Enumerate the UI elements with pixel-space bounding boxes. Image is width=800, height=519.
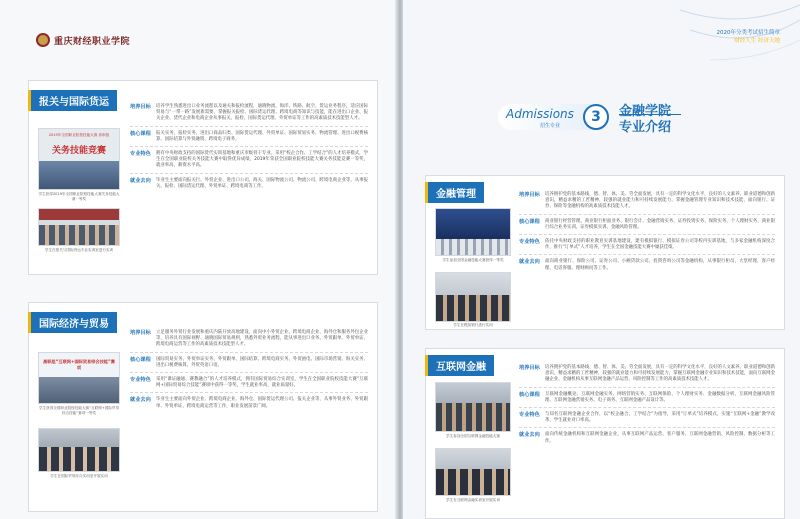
photo-caption: 学生参加全国互联网金融技能大赛 bbox=[446, 434, 500, 438]
row-text: 毕业生主要面向外贸企业、跨境电商企业、海外仓、国际货运代理公司、报关企业等，从事外贸业务、外贸跟单、外贸单证、跨境电商运营等工作，职业发展前景广阔。 bbox=[156, 397, 368, 409]
row-features bbox=[519, 239, 775, 251]
photo-finance-training bbox=[435, 272, 511, 322]
row-label: 专业特色 bbox=[519, 412, 540, 419]
row-goal bbox=[130, 330, 368, 349]
row-label: 培养目标 bbox=[130, 104, 151, 110]
row-divider bbox=[130, 173, 368, 174]
row-label: 培养目标 bbox=[519, 365, 540, 371]
section-title-internet-finance: 互联网金融 bbox=[425, 355, 494, 376]
photo-customs-competition bbox=[38, 128, 120, 190]
row-courses bbox=[519, 219, 775, 231]
row-text: 毕业生主要面向报关行、外贸企业、进出口公司、海关、国际物流公司、物流公司、跨境电商企业等，从事报关、报检、国际货运代理、外贸单证、跨境电商等工作。 bbox=[156, 177, 368, 189]
photo-caption: 学生获得全国职业院校技能大赛“互联网+国际贸易综合技能”赛项一等奖 bbox=[38, 406, 120, 415]
section-rows-customs bbox=[130, 104, 368, 193]
photo-trade-competition bbox=[38, 352, 120, 404]
photo-students-graphic bbox=[436, 239, 510, 256]
photo-internet-finance-competition bbox=[435, 382, 511, 432]
row-employment bbox=[519, 259, 775, 271]
row-divider bbox=[519, 214, 775, 215]
row-text: 立足服务外贸行业发展和重庆内陆开放高地建设，面向中小外贸企业，跨境电商企业、海外仓和服务外包企业等，培养具有国际视野、通晓国际贸易规则，熟悉外贸业务流程，能从事进出口业务、外贸跟单、外贸单证、跨境电商运营等工作的高素质技术技能型人才。 bbox=[156, 330, 368, 348]
section-title-finance: 金融管理 bbox=[425, 182, 484, 203]
row-courses bbox=[130, 357, 368, 369]
row-text: 面向传统金融机构和互联网金融企业，从事互联网产品运营、客户服务、互联网金融营销、风险控制、数据分析等工作。 bbox=[545, 432, 775, 444]
photo-caption: 学生在互联网金融实训室开展实训 bbox=[446, 498, 500, 502]
photo-finance-competition bbox=[435, 208, 511, 256]
row-text: 商业银行经营管理、商业银行柜面业务、银行会计、金融营销实务、证券投资实务、保险实务、个人理财实务、商业银行综合业务实训、证券模拟实训、金融风险管理。 bbox=[545, 218, 775, 230]
chapter-number: 3 bbox=[583, 104, 609, 130]
row-label: 核心课程 bbox=[519, 391, 540, 398]
row-features bbox=[130, 377, 368, 389]
row-divider bbox=[130, 392, 368, 393]
row-courses bbox=[130, 131, 368, 143]
row-divider bbox=[519, 427, 775, 428]
photo-internet-finance-training bbox=[435, 448, 511, 496]
brochure-header-slogan: 财经人生 经济天地 bbox=[734, 38, 780, 44]
row-divider bbox=[519, 254, 775, 255]
right-page bbox=[403, 0, 800, 519]
row-employment bbox=[130, 397, 368, 409]
photo-students-graphic bbox=[436, 295, 510, 322]
photo-students-graphic bbox=[39, 225, 119, 246]
photo-trade-training bbox=[38, 428, 120, 472]
row-label: 专业特色 bbox=[130, 151, 151, 158]
row-goal bbox=[130, 104, 368, 123]
photo-students-graphic bbox=[436, 469, 510, 496]
row-label: 核心课程 bbox=[130, 130, 151, 137]
row-divider bbox=[519, 234, 775, 235]
row-courses bbox=[519, 392, 775, 404]
row-divider bbox=[519, 407, 775, 408]
photo-banner: 高职组“互联网+国际贸易综合技能”赛项 bbox=[43, 359, 115, 370]
row-text: 采用“课证融通、赛教融合”的人才培养模式，拥有国际贸易综合实训室，学生在全国职业院校技能大赛“互联网+国际贸易综合技能”赛项中获得一等奖，学生就业率高，就业质量好。 bbox=[156, 377, 368, 389]
photo-banner: 2019年全国职业院校技能大赛 高职组 bbox=[48, 133, 110, 137]
row-employment bbox=[130, 178, 368, 190]
photo-caption: 学生在国际贸易综合实训室开展实训 bbox=[50, 474, 108, 478]
row-divider bbox=[130, 352, 368, 353]
row-text: 互联网金融概论、互联网金融实务、网络营销实务、互联网保险、个人理财实务、金融数据分析、互联网金融风险管理、互联网金融营销实务、电子商务、互联网金融产品设计等。 bbox=[545, 391, 775, 403]
row-goal bbox=[519, 192, 775, 211]
school-logo bbox=[36, 33, 130, 47]
admissions-word: Admissions bbox=[506, 107, 574, 121]
admissions-subtitle: 招生专业 bbox=[540, 123, 561, 129]
row-label: 就业去向 bbox=[130, 397, 151, 404]
row-label: 就业去向 bbox=[130, 177, 151, 184]
left-page bbox=[0, 0, 397, 519]
row-features bbox=[519, 412, 775, 424]
row-divider bbox=[519, 387, 775, 388]
school-seal-icon bbox=[36, 33, 50, 47]
section-rows-internet-finance bbox=[519, 365, 775, 448]
photo-customs-training bbox=[38, 208, 120, 246]
section-rows-finance bbox=[519, 192, 775, 275]
section-rows-trade bbox=[130, 330, 368, 413]
row-label: 核心课程 bbox=[519, 218, 540, 225]
photo-caption: 学生在模拟银行进行实训 bbox=[453, 323, 493, 327]
row-goal bbox=[519, 365, 775, 384]
row-label: 核心课程 bbox=[130, 356, 151, 363]
photo-crowd-graphic bbox=[39, 161, 119, 190]
row-label: 专业特色 bbox=[519, 239, 540, 246]
row-text: 培养拥护党的基本路线，德、智、体、美、劳全面发展，具有一定的科学文化水平，良好的人文素养、职业道德和创新意识，精益求精的工匠精神，较强的就业能力和可持续发展能力，掌握金融管理专业知识和技术技能，面向银行、证券、保险等金融机构的高素质技术技能人才。 bbox=[545, 192, 775, 210]
photo-title: 关务技能竞赛 bbox=[51, 146, 106, 156]
brochure-header bbox=[717, 28, 781, 44]
row-divider bbox=[130, 126, 368, 127]
college-name: 金融学院 bbox=[619, 104, 672, 119]
row-features bbox=[130, 151, 368, 170]
row-divider bbox=[130, 372, 368, 373]
brochure-header-title: 2020年分类考试招生简章 bbox=[716, 30, 780, 36]
row-label: 培养目标 bbox=[519, 192, 540, 198]
row-text: 面向商业银行、保险公司、证券公司、小额贷款公司、投资咨询公司等金融机构，从事银行柜员、大堂经理、客户经理、电话客服、理财顾问等工作。 bbox=[545, 259, 775, 271]
photo-caption: 学生参加全国金融技能大赛获得一等奖 bbox=[442, 258, 504, 262]
photo-caption: 学生获得2019年全国职业院校技能大赛关务技能大赛一等奖 bbox=[38, 192, 120, 201]
row-text: 培养学生熟悉进出口业务流程以及通关和报检流程，通晓物流、海洋、铁路、航空、货运业务程序，适应国际贸易与“一带一路”发展新需要，掌握报关报检、国际货运代理、跨境电商等知识与技能，能在进出口企业、报关企业、货代企业和电商企业从事报关、报检、国际货运代理、外贸单证等工作的高素质技术技能型人才。 bbox=[156, 104, 368, 122]
row-text: 国际贸易实务、外贸单证实务、外贸跟单、国际结算、跨境电商实务、外贸函电、国际市场营销、海关实务、进出口税费核算、外贸英语口语。 bbox=[156, 356, 368, 368]
photo-students-graphic bbox=[436, 403, 510, 432]
row-employment bbox=[519, 432, 775, 444]
row-label: 就业去向 bbox=[519, 432, 540, 439]
row-text: 拥有中央财政支持的国际货代实训基地和重庆市级骨干专业，采用“校企合作、工学结合”的人才培养模式，学生在全国职业院校关务技能大赛中取得优异成绩，2019年荣获全国职业院校技能大赛关务技能竞赛一等奖，就业率高，薪资水平高。 bbox=[156, 151, 368, 169]
photo-crowd-graphic bbox=[39, 377, 119, 404]
school-name: 重庆财经职业学院 bbox=[54, 36, 131, 47]
row-label: 就业去向 bbox=[519, 259, 540, 266]
photo-caption: 学生在报关与国际货运专业实训室进行实训 bbox=[44, 248, 114, 252]
row-label: 专业特色 bbox=[130, 377, 151, 384]
row-text: 培养拥护党的基本路线，德、智、体、美、劳全面发展，具有一定的科学文化水平，良好的人文素养、职业道德和创新意识，精益求精的工匠精神，较强的就业能力和可持续发展能力，掌握互联网金融专业知识和技术技能，面向互联网金融企业、金融机构从事互联网金融产品运营、风险控制等工作的高素质技术技能人才。 bbox=[545, 365, 775, 383]
photo-students-graphic bbox=[39, 447, 119, 472]
title-divider bbox=[619, 114, 681, 115]
section-title-trade: 国际经济与贸易 bbox=[28, 312, 117, 333]
row-text: 依托中央财政支持的职业教育实训基地建设，建有模拟银行、模拟证券公司等校内实训基地，与多家金融机构深度合作，推行“订单式”人才培养，学生在全国金融技能大赛中屡获佳绩。 bbox=[545, 239, 775, 251]
row-label: 培养目标 bbox=[130, 330, 151, 336]
row-text: 报关实务、报检实务、进出口商品归类、国际货运代理、外贸单证、国际贸易实务、物流管理、进出口税费核算、国际结算与外贸融资、跨境电子商务。 bbox=[156, 130, 368, 142]
row-divider bbox=[130, 146, 368, 147]
row-text: 与知名互联网金融企业合作，以“校企融合、工学结合”为指导，采用“订单式”培养模式，实施“互联网+金融”教学改革，学生就业对口率高。 bbox=[545, 412, 775, 424]
section-title-customs: 报关与国际货运 bbox=[28, 90, 117, 111]
page-title: 专业介绍 bbox=[619, 120, 672, 135]
